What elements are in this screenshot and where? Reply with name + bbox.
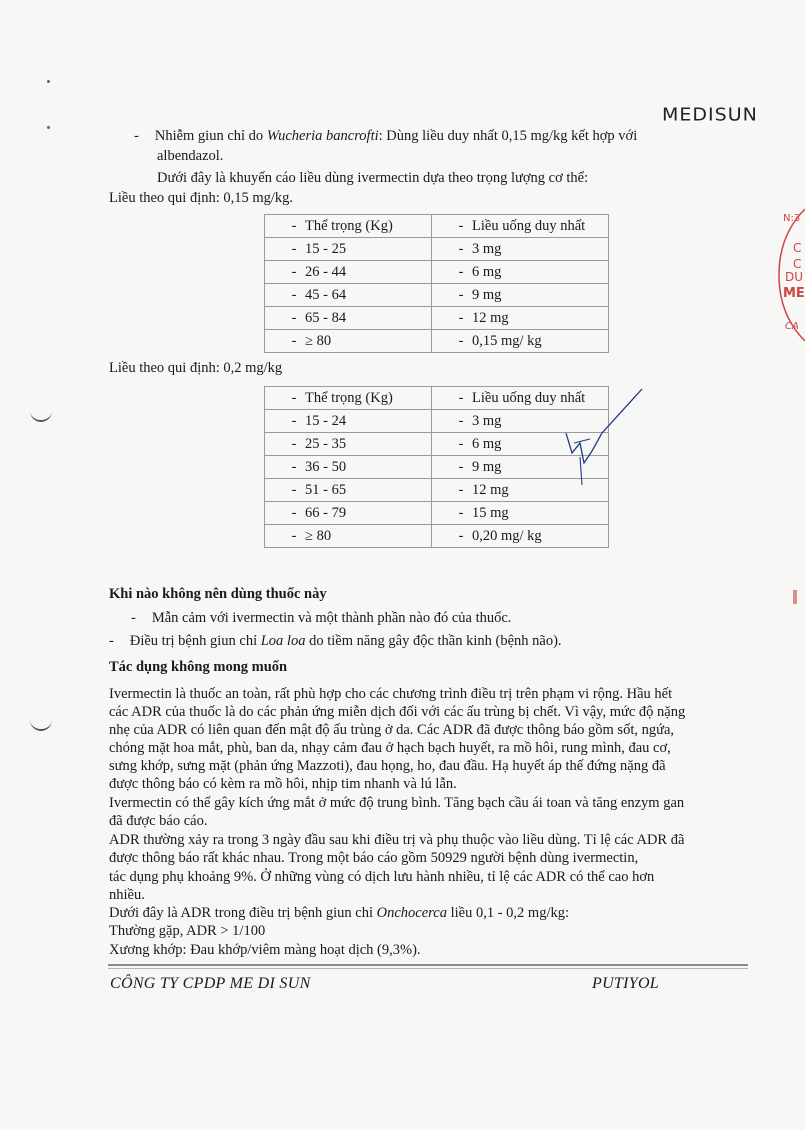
dose-cell: 9 mg	[472, 286, 502, 303]
stamp-fragment: DU	[785, 270, 804, 284]
contraindication-item: - Mẫn cảm với ivermectin và một thành phần nào đó của thuốc.	[131, 610, 512, 626]
red-stamp	[775, 205, 805, 335]
stamp-fragment: CA	[785, 321, 799, 332]
dose-cell: 6 mg	[472, 435, 502, 452]
bone-adr-line: Xương khớp: Đau khớp/viêm màng hoạt dịch (9,3%).	[109, 942, 421, 958]
weight-cell: 15 - 25	[305, 240, 347, 257]
header-dose: Liều uống duy nhất	[472, 217, 586, 234]
table-row: - 15 - 25 - 3 mg	[265, 238, 609, 261]
dose-cell: 9 mg	[472, 458, 502, 475]
adverse-effects-heading: Tác dụng không mong muốn	[109, 659, 288, 675]
adverse-line: nhẹ của ADR có liên quan đến mật độ ấu trùng ở da. Các ADR đã được thông báo gồm sốt, ngứa,	[109, 722, 675, 738]
contraindication-item: - Điều trị bệnh giun chỉ Loa loa do tiềm năng gây độc thần kinh (bệnh não).	[109, 633, 562, 649]
onchocerca-text: Dưới đây là ADR trong điều trị bệnh giun chỉ	[109, 905, 377, 921]
stamp-fragment: C	[793, 241, 802, 255]
dose-cell: 6 mg	[472, 263, 502, 280]
contraindication-text-tail: do tiềm năng gây độc thần kinh (bệnh não).	[305, 633, 562, 649]
weight-cell: 66 - 79	[305, 504, 347, 521]
dose-cell: 0,15 mg/ kg	[472, 332, 542, 349]
weight-cell: 36 - 50	[305, 458, 347, 475]
weight-cell: 15 - 24	[305, 412, 347, 429]
table-row: - ≥ 80 - 0,20 mg/ kg	[265, 525, 609, 548]
dose-cell: 0,20 mg/ kg	[472, 527, 542, 544]
footer-product: PUTIYOL	[592, 975, 660, 992]
table-row: - 26 - 44 - 6 mg	[265, 261, 609, 284]
table-row: - 66 - 79 - 15 mg	[265, 502, 609, 525]
dose-table-1	[264, 214, 609, 353]
punch-hole-mark	[30, 408, 52, 422]
contraindication-text: Điều trị bệnh giun chỉ	[129, 633, 261, 649]
footer-divider-thin	[108, 968, 748, 969]
onchocerca-text-tail: liều 0,1 - 0,2 mg/kg:	[446, 905, 570, 921]
dose-cell: 15 mg	[472, 504, 509, 521]
footer-company: CÔNG TY CPDP ME DI SUN	[110, 975, 311, 992]
weight-cell: ≥ 80	[305, 527, 332, 544]
adverse-line: tác dụng phụ khoảng 9%. Ở những vùng có dịch lưu hành nhiều, tỉ lệ các ADR có thể cao hơn	[109, 869, 655, 885]
header-weight: Thể trọng (Kg)	[305, 389, 393, 406]
species-name: Wucheria bancrofti	[266, 128, 379, 144]
adverse-line: sưng khớp, sưng mặt (phản ứng Mazzoti), đau họng, ho, đau đầu. Hạ huyết áp thế đứng nặng đã	[109, 758, 666, 774]
species-name: Onchocerca	[376, 905, 447, 921]
dose-cell: 12 mg	[472, 309, 509, 326]
weight-cell: 26 - 44	[305, 263, 347, 280]
stamp-fragment: N:3	[783, 213, 801, 224]
table-header-row: - Thể trọng (Kg) - Liều uống duy nhất	[265, 215, 609, 238]
stamp-edge-mark	[793, 590, 797, 604]
table-row: - 51 - 65 - 12 mg	[265, 479, 609, 502]
common-adr-line: Thường gặp, ADR > 1/100	[109, 923, 266, 939]
intro-text: Nhiễm giun chỉ do	[154, 128, 267, 144]
weight-cell: ≥ 80	[305, 332, 332, 349]
weight-cell: 25 - 35	[305, 435, 347, 452]
intro-line-3: Dưới đây là khuyến cáo liều dùng ivermectin dựa theo trọng lượng cơ thể:	[157, 170, 589, 186]
adverse-line: Ivermectin là thuốc an toàn, rất phù hợp cho các chương trình điều trị trên phạm vi rộng. Hầu hết	[109, 686, 673, 702]
adverse-line: được thông báo có kèm ra mồ hôi, nhịp tim nhanh và lú lẫn.	[109, 776, 457, 792]
adverse-line: ADR thường xảy ra trong 3 ngày đầu sau khi điều trị và phụ thuộc vào liều dùng. Tỉ lệ các ADR đã	[109, 832, 685, 848]
scan-speck	[47, 126, 50, 129]
adverse-line: nhiều.	[109, 887, 145, 903]
footer-divider	[108, 964, 748, 966]
scan-speck	[47, 80, 50, 83]
adverse-line: Ivermectin có thể gây kích ứng mắt ở mức độ trung bình. Tăng bạch cầu ái toan và tăng enzym gan	[109, 795, 685, 811]
table-row: - ≥ 80 - 0,15 mg/ kg	[265, 330, 609, 353]
intro-line-2: albendazol.	[157, 148, 224, 164]
dose-cell: 3 mg	[472, 412, 502, 429]
table2-caption: Liều theo qui định: 0,2 mg/kg	[109, 360, 283, 376]
adverse-line: chóng mặt hoa mắt, phù, ban da, nhạy cảm đau ở hạch bạch huyết, ra mồ hôi, rung mình, đau cơ,	[109, 740, 671, 756]
punch-hole-mark	[30, 717, 52, 731]
dose-cell: 3 mg	[472, 240, 502, 257]
handwritten-check-mark	[560, 385, 650, 495]
table-header-row: - Thể trọng (Kg) - Liều uống duy nhất	[265, 387, 609, 410]
contraindications-heading: Khi nào không nên dùng thuốc này	[109, 586, 327, 602]
weight-cell: 65 - 84	[305, 309, 347, 326]
table-row: - 15 - 24 - 3 mg	[265, 410, 609, 433]
weight-cell: 45 - 64	[305, 286, 347, 303]
adverse-line: các ADR của thuốc là do các phản ứng miễn dịch đối với các ấu trùng bị chết. Vì vậy, mức độ nặng	[109, 704, 686, 720]
stamp-fragment: C	[793, 257, 802, 271]
contraindication-text: Mẫn cảm với ivermectin và một thành phần nào đó của thuốc.	[151, 610, 512, 626]
table-row: - 36 - 50 - 9 mg	[265, 456, 609, 479]
dose-table-2	[264, 386, 609, 548]
bullet: -	[134, 128, 139, 144]
adverse-line: được thông báo rất khác nhau. Trong một báo cáo gồm 50929 người bệnh dùng ivermectin,	[109, 850, 639, 866]
table-row: - 45 - 64 - 9 mg	[265, 284, 609, 307]
intro-text-tail: : Dùng liều duy nhất 0,15 mg/kg kết hợp với	[378, 128, 638, 144]
weight-cell: 51 - 65	[305, 481, 347, 498]
header-dose: Liều uống duy nhất	[472, 389, 586, 406]
intro-line-1	[134, 128, 637, 145]
header-weight: Thể trọng (Kg)	[305, 217, 393, 234]
dose-cell: 12 mg	[472, 481, 509, 498]
stamp-fragment: ME	[783, 286, 805, 301]
adverse-line: đã được báo cáo.	[109, 813, 208, 829]
table1-caption: Liều theo qui định: 0,15 mg/kg.	[109, 190, 294, 206]
table-row: - 25 - 35 - 6 mg	[265, 433, 609, 456]
medisun-logo: MEDISUN	[662, 104, 758, 126]
table-row: - 65 - 84 - 12 mg	[265, 307, 609, 330]
species-name: Loa loa	[260, 633, 306, 649]
onchocerca-line	[109, 905, 569, 922]
